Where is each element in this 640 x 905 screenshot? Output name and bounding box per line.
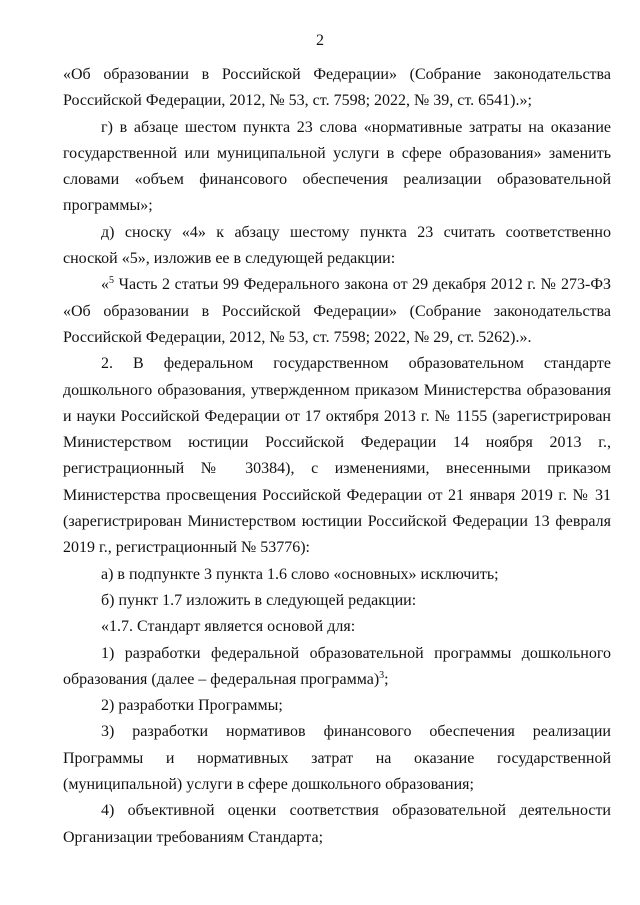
document-body	[63, 62, 611, 851]
paragraph-item-d: д) сноску «4» к абзацу шестому пункта 23 считать соответственно сноской «5», изложив ее в следующей редакции:	[63, 223, 611, 268]
paragraph-item-g: г) в абзаце шестом пункта 23 слова «нормативные затраты на оказание государственной или муниципальной услуги в сфере образования» заменить словами «объем финансового обеспечения реализации образовательной программы»;	[63, 118, 611, 215]
paragraph-footnote-5: «$^5$ Часть 2 статьи 99 Федерального закона от 29 декабря 2012 г. № 273-ФЗ «Об образовании в Российской Федерации» (Собрание законодательства Российской Федерации, 2012, № 53, ст. 7598; 2022, № 29, ст. 5262).».	[63, 275, 611, 346]
paragraph-item-a: а) в подпункте 3 пункта 1.6 слово «основных» исключить;	[101, 565, 499, 583]
footnote-marker: 3	[379, 669, 385, 681]
paragraph-point-2: 2. В федеральном государственном образовательном стандарте дошкольного образования, утвержденном приказом Министерства образования и науки Российской Федерации от 17 октября 2013 г. № 1155 (зарегистрирован Министерством юстиции Российской Федерации 14 ноября 2013 г., регистрационный № 30384), с изменениями, внесенными приказом Министерства просвещения Российской Федерации от 21 января 2019 г. № 31 (зарегистрирован Министерством юстиции Российской Федерации 13 февраля 2019 г., регистрационный № 53776):	[63, 355, 611, 557]
footnote-marker: 5	[109, 275, 114, 287]
paragraph-item-b: б) пункт 1.7 изложить в следующей редакции:	[101, 591, 417, 609]
paragraph-subitem-4: 4) объективной оценки соответствия образовательной деятельности Организации требованиям Стандарта;	[63, 802, 611, 846]
paragraph-subitem-3: 3) разработки нормативов финансового обеспечения реализации Программы и нормативных затрат на оказание государственной (муниципальной) услуги в сфере дошкольного образования;	[63, 723, 611, 794]
paragraph-clause-1-7: «1.7. Стандарт является основой для:	[101, 618, 356, 636]
paragraph-law-citation-end: «Об образовании в Российской Федерации» (Собрание законодательства Российской Федерации, 2012, № 53, ст. 7598; 2022, № 39, ст. 6541).»;	[63, 66, 611, 110]
paragraph-subitem-1: 1) разработки федеральной образовательной программы дошкольного образования (далее – федеральная программа)$^3$;	[63, 644, 611, 688]
paragraph-subitem-2: 2) разработки Программы;	[101, 697, 283, 715]
page-number: 2	[316, 32, 324, 49]
